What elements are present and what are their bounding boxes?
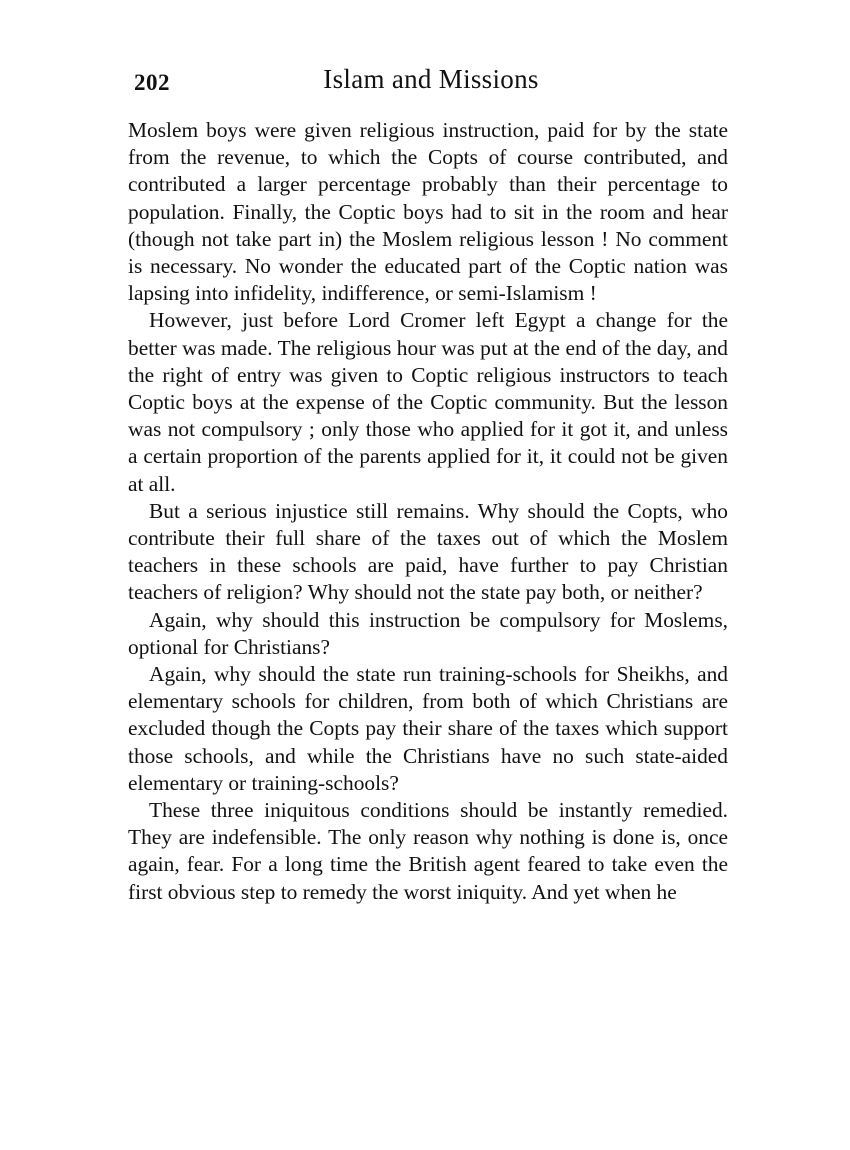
paragraph: But a serious injustice still remains. Why should the Copts, who contribute their full share of the taxes out of which the Moslem teachers in these schools are paid, have further to pay Christian teachers of religion? Why should not the state pay both, or neither? [128, 498, 728, 605]
running-head [134, 64, 728, 104]
paragraph: Again, why should the state run training-schools for Sheikhs, and elementary schools for children, from both of which Christians are excluded though the Copts pay their share of the taxes which support those schools, and while the Christians have no such state-aided elementary or training-schools? [128, 662, 728, 795]
running-title: Islam and Missions [323, 64, 539, 94]
paragraph: However, just before Lord Cromer left Egypt a change for the better was made. The religious hour was put at the end of the day, and the right of entry was given to Coptic religious instructors to teach Coptic boys at the expense of the Coptic community. But the lesson was not compulsory ; only those who applied for it got it, and unless a certain proportion of the parents applied for it, it could not be given at all. [128, 308, 728, 496]
paragraph: These three iniquitous conditions should be instantly remedied. They are indefensible. The only reason why nothing is done is, once again, fear. For a long time the British agent feared to take even the first obvious step to remedy the worst iniquity. And yet when he [128, 798, 728, 904]
body-text [128, 117, 728, 906]
paragraph-continued: Moslem boys were given religious instruction, paid for by the state from the revenue, to which the Copts of course contributed, and contributed a larger percentage probably than their percentage to population. Finally, the Coptic boys had to sit in the room and hear (though not take part in) the Moslem religious lesson ! No comment is necessary. No wonder the educated part of the Coptic nation was lapsing into infidelity, indifference, or semi-Islamism ! [128, 118, 728, 306]
paragraph: Again, why should this instruction be compulsory for Moslems, optional for Christians? [128, 607, 728, 659]
page-number: 202 [134, 70, 170, 95]
